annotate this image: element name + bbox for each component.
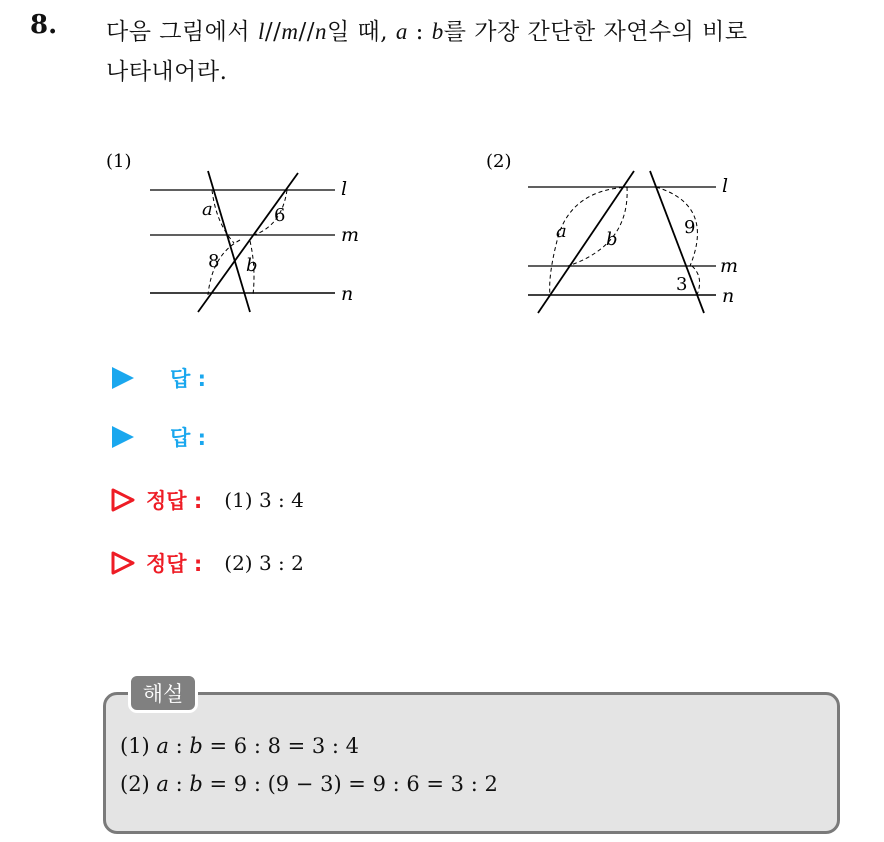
label-l: l bbox=[341, 178, 348, 200]
correct-answer-value: (1) 3 : 4 bbox=[224, 488, 304, 512]
answer-label: 답 : bbox=[170, 426, 206, 450]
label-8: 8 bbox=[208, 251, 220, 272]
correct-answer-row-1 bbox=[110, 482, 304, 518]
question-number: 8. bbox=[30, 10, 58, 40]
label-6: 6 bbox=[274, 205, 286, 226]
play-arrow-icon bbox=[110, 365, 136, 391]
label-a: a bbox=[202, 199, 213, 220]
answer-row-2 bbox=[110, 419, 206, 455]
solution-box bbox=[103, 692, 840, 834]
outline-arrow-icon bbox=[110, 550, 136, 576]
figure-1 bbox=[100, 145, 390, 320]
label-3: 3 bbox=[676, 274, 688, 295]
question-line-2: 나타내어라. bbox=[106, 59, 228, 85]
solution-title: 해설 bbox=[128, 673, 198, 713]
solution-line-1: (1) a : b = 6 : 8 = 3 : 4 bbox=[120, 734, 360, 758]
label-m: m bbox=[720, 255, 739, 277]
correct-answer-label: 정답 : bbox=[146, 552, 203, 576]
correct-answer-label: 정답 : bbox=[146, 489, 203, 513]
label-n: n bbox=[722, 285, 735, 307]
label-l: l bbox=[722, 175, 729, 197]
label-m: m bbox=[341, 224, 360, 246]
label-b: b bbox=[246, 255, 258, 276]
transversal-1 bbox=[538, 171, 634, 313]
label-9: 9 bbox=[684, 217, 696, 238]
solution-line-2: (2) a : b = 9 : (9 − 3) = 9 : 6 = 3 : 2 bbox=[120, 772, 498, 796]
figure-2 bbox=[480, 145, 770, 320]
label-a: a bbox=[556, 221, 567, 242]
figure-2-diagram bbox=[480, 145, 770, 320]
question-line-1: 다음 그림에서 l//m//n일 때, a : b를 가장 간단한 자연수의 비로 bbox=[106, 19, 748, 45]
label-b: b bbox=[606, 229, 618, 250]
question-text bbox=[106, 12, 866, 92]
figure-1-label: (1) bbox=[106, 151, 132, 172]
answer-label: 답 : bbox=[170, 367, 206, 391]
answer-row-1 bbox=[110, 360, 206, 396]
figure-2-label: (2) bbox=[486, 151, 512, 172]
correct-answer-value: (2) 3 : 2 bbox=[224, 551, 304, 575]
correct-answer-row-2 bbox=[110, 545, 304, 581]
play-arrow-icon bbox=[110, 424, 136, 450]
label-n: n bbox=[341, 283, 354, 305]
figure-1-diagram bbox=[100, 145, 390, 320]
outline-arrow-icon bbox=[110, 487, 136, 513]
